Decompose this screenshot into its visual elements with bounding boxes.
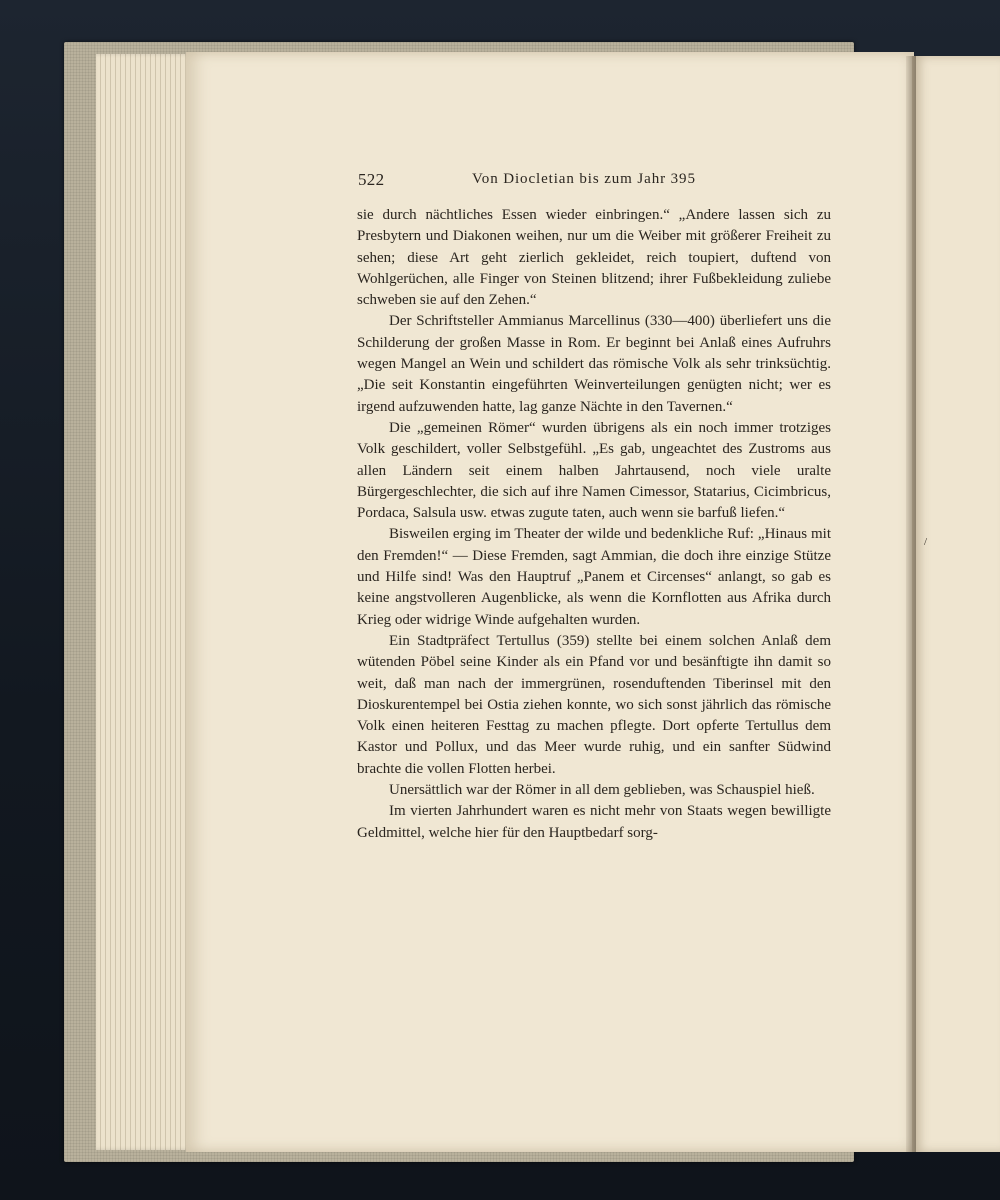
facing-page-edge [912,56,1000,1152]
running-head: Von Diocletian bis zum Jahr 395 [472,171,696,187]
paragraph-continuation: sie durch nächtliches Essen wieder einbringen.“ „Andere lassen sich zu Presbytern und Diakonen weihen, nur um die Weiber mit größerer Freiheit zu sehen; diese Art geht zierlich gekleidet, reich toupiert, duftend von Wohlgerüchen, alle Finger von Steinen blitzend; ihrer Fußbekleidung zuliebe schweben sie auf den Zehen.“ [357,207,831,309]
gutter-shadow [906,56,916,1152]
page-header [358,170,830,196]
page-edges [96,54,192,1150]
paragraph: Die „gemeinen Römer“ wurden übrigens als ein noch immer trotziges Volk geschildert, voller Selbstgefühl. „Es gab, ungeachtet des Zustroms aus allen Ländern seit einem halben Jahrtausend, noch viele uralte Bürgergeschlechter, die sich auf ihre Namen Cimessor, Statarius, Cicimbricus, Pordaca, Salsula usw. etwas zugute taten, auch wenn sie barfuß liefen.“ [357,419,831,522]
paragraph: Ein Stadtpräfect Tertullus (359) stellte bei einem solchen Anlaß dem wütenden Pöbel seine Kinder als ein Pfand vor und besänftigte ihn damit so weit, daß man nach der immergrünen, rosenduftenden Tiberinsel mit den Dioskurentempel bei Ostia ziehen konnte, wo sich sonst jährlich das römische Volk einen heiteren Festtag zu machen pflegte. Dort opferte Tertullus dem Kastor und Pollux, und das Meer wurde ruhig, und ein sanfter Südwind brachte die vollen Flotten herbei. [357,632,831,777]
paragraph: Bisweilen erging im Theater der wilde und bedenkliche Ruf: „Hinaus mit den Fremden!“ — Diese Fremden, sagt Ammian, die doch ihre einzige Stütze und Hilfe sind! Was den Hauptruf „Panem et Circenses“ anlangt, so gab es keine angstvolleren Augenblicke, als wenn die Kornflotten aus Afrika durch Krieg oder widrige Winde aufgehalten wurden. [357,526,831,628]
body-text [357,205,831,844]
paragraph: Im vierten Jahrhundert waren es nicht mehr von Staats wegen bewilligte Geldmittel, welche hier für den Hauptbedarf sorg- [357,803,831,841]
page-number: 522 [358,170,385,189]
paragraph: Unersättlich war der Römer in all dem geblieben, was Schauspiel hieß. [389,782,815,799]
paragraph: Der Schriftsteller Ammianus Marcellinus (330—400) überliefert uns die Schilderung der großen Masse in Rom. Er beginnt bei Anlaß eines Aufruhrs wegen Mangel an Wein und schildert das römische Volk als sehr trinksüchtig. „Die seit Konstantin eingeführten Weinverteilungen genügten nicht; wer es irgend aufzuwenden hatte, lag ganze Nächte in den Tavernen.“ [357,313,831,415]
margin-mark: / [924,536,928,548]
